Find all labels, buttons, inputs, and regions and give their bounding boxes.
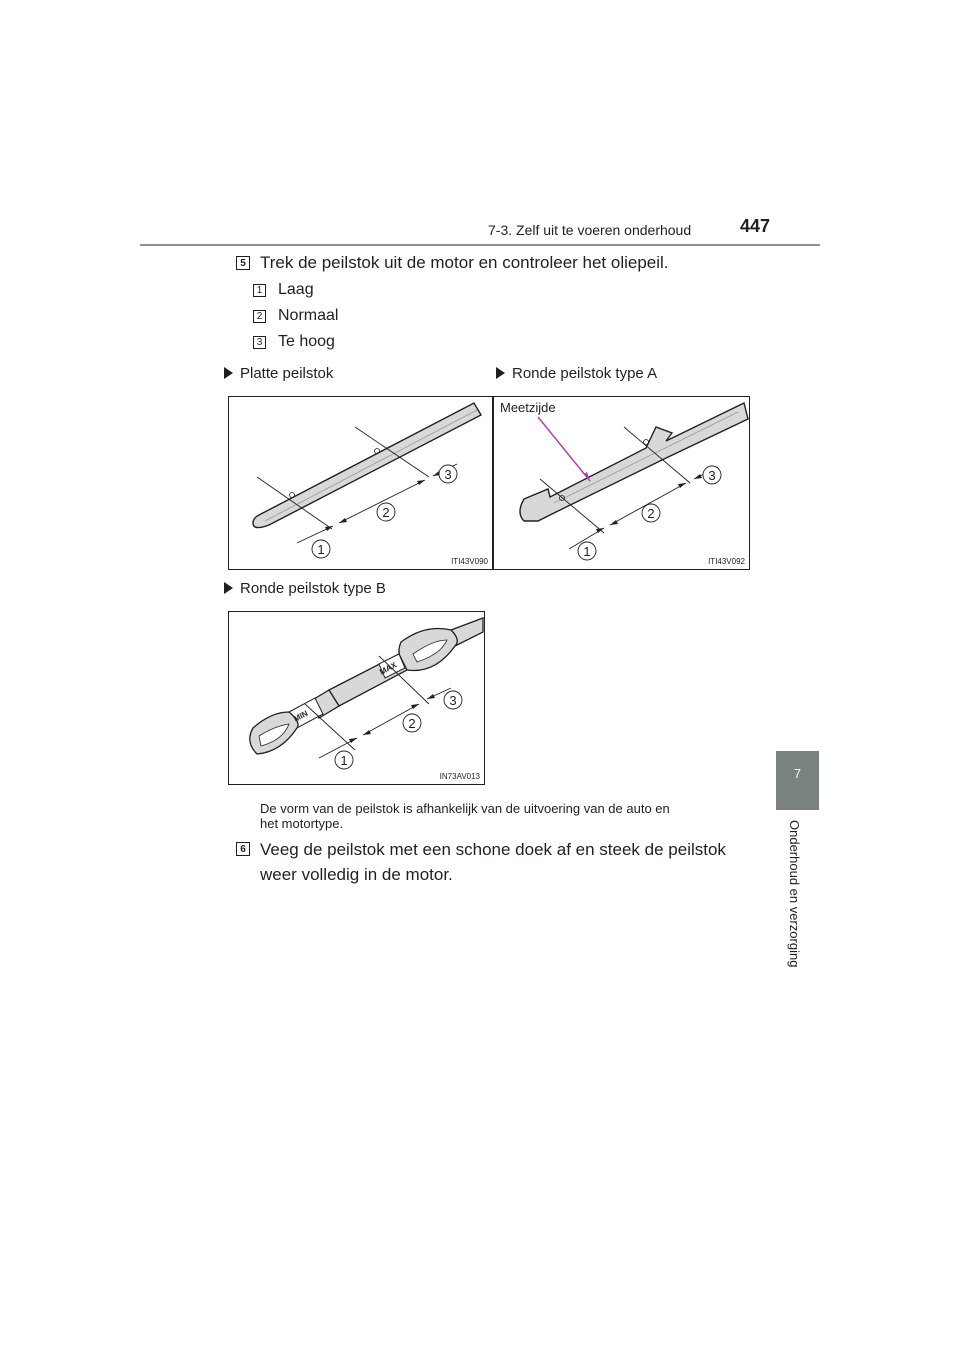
- svg-text:1: 1: [317, 542, 325, 557]
- figure-code: IN73AV013: [439, 772, 480, 781]
- heading-round-dipstick-a: Ronde peilstok type A: [496, 365, 657, 382]
- bullet-arrow-icon: [224, 582, 233, 594]
- mark-max: MAX: [378, 660, 399, 677]
- level-label-low: Laag: [278, 281, 314, 298]
- round-dipstick-b-illustration: [229, 612, 484, 784]
- heading-round-dipstick-b: Ronde peilstok type B: [224, 580, 386, 597]
- step-number-badge: 6: [236, 842, 250, 856]
- figure-code: ITI43V090: [451, 557, 488, 566]
- note-line-2: het motortype.: [260, 816, 344, 831]
- mark-min: MIN: [292, 708, 310, 724]
- round-dipstick-a-illustration: [494, 397, 749, 569]
- page-number: 447: [740, 216, 771, 236]
- figure-round-dipstick-b: [228, 611, 485, 785]
- chapter-number: 7: [793, 766, 802, 781]
- svg-text:2: 2: [382, 505, 390, 520]
- heading-flat-dipstick: Platte peilstok: [224, 365, 333, 382]
- step-number-badge: 5: [236, 256, 250, 270]
- svg-text:1: 1: [583, 544, 591, 559]
- section-title: 7-3. Zelf uit te voeren onderhoud: [488, 222, 692, 238]
- figure-flat-dipstick: [228, 396, 493, 570]
- step-5-text: Trek de peilstok uit de motor en controleer het oliepeil.: [260, 253, 669, 272]
- svg-text:2: 2: [408, 716, 416, 731]
- svg-text:1: 1: [340, 753, 348, 768]
- chapter-title: Onderhoud en verzorging: [787, 820, 802, 968]
- svg-text:3: 3: [708, 468, 716, 483]
- bullet-arrow-icon: [224, 367, 233, 379]
- figure-round-dipstick-a: [493, 396, 750, 570]
- svg-text:3: 3: [449, 693, 457, 708]
- bullet-arrow-icon: [496, 367, 505, 379]
- flat-dipstick-illustration: [229, 397, 492, 569]
- step-6-text-line-1: Veeg de peilstok met een schone doek af en steek de peilstok: [260, 840, 726, 859]
- level-label-high: Te hoog: [278, 333, 335, 350]
- level-number-icon: 2: [253, 310, 266, 323]
- figure-code: ITI43V092: [708, 557, 745, 566]
- header-divider: [140, 244, 820, 246]
- level-number-icon: 1: [253, 284, 266, 297]
- level-number-icon: 3: [253, 336, 266, 349]
- step-6-text-line-2: weer volledig in de motor.: [260, 865, 453, 884]
- chapter-tab: [776, 751, 819, 810]
- callout-measuring-side: Meetzijde: [500, 400, 556, 415]
- level-label-normal: Normaal: [278, 307, 339, 324]
- note-line-1: De vorm van de peilstok is afhankelijk van de uitvoering van de auto en: [260, 801, 670, 816]
- svg-text:2: 2: [647, 506, 655, 521]
- svg-text:3: 3: [444, 467, 452, 482]
